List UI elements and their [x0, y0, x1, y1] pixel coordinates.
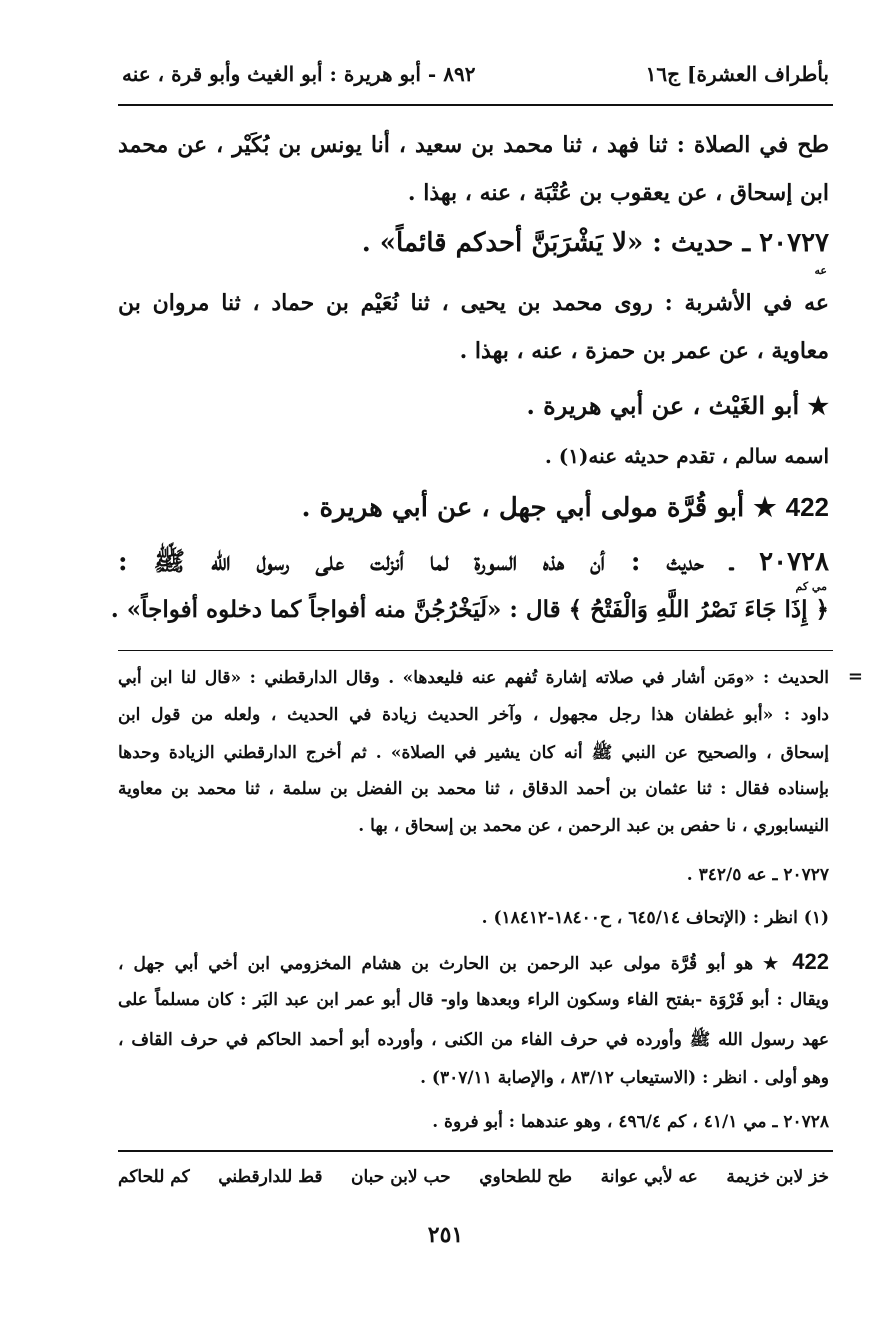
narrator-note-salim: اسمه سالم ، تقدم حديثه عنه(١) .: [544, 444, 829, 468]
footnote-line-2: داود : «أبو غطفان هذا رجل مجهول ، وآخر الحديث زيادة في الحديث ، ولعله من قول ابن: [118, 705, 829, 725]
footnote-line-4: بإسناده فقال : ثنا عثمان بن أحمد الدقاق ، ثنا محمد بن الفضل بن سلمة ، ثنا محمد بن معاوية: [118, 779, 829, 799]
footnote-line-8-text: ★ هو أبو قُرَّة مولى عبد الرحمن بن الحارث بن هشام المخزومي ابن أخي أبي جهل ،: [118, 954, 783, 974]
legend-item-hibban: حب لابن حبان: [350, 1167, 451, 1187]
main-line-1: طح في الصلاة : ثنا فهد ، ثنا محمد بن سعيد ، أنا يونس بن بُكَيْر ، عن محمد: [118, 132, 829, 158]
footnote-line-12: ٢٠٧٢٨ ـ مي ٤١/١ ، كم ٤٩٦/٤ ، وهو عندهما : أبو فروة .: [432, 1112, 829, 1132]
section-title: ٨٩٢ - أبو هريرة : أبو الغيث وأبو قرة ، عنه: [122, 62, 476, 86]
main-line-10: ﴿ إِذَا جَاءَ نَصْرُ اللَّهِ وَالْفَتْحُ ﴾ قال : «لَيَخْرُجُنَّ منه أفواجاً كما دخلوه أفواجاً» .: [110, 596, 829, 623]
legend-item-tahawi: طح للطحاوي: [479, 1167, 573, 1187]
narrator-heading-abu-qurra: [118, 492, 829, 523]
volume-number-422: 422: [785, 492, 829, 522]
legend-item-daraqutni: قط للدارقطني: [218, 1167, 323, 1187]
legend-item-khuzayma: خز لابن خزيمة: [726, 1167, 829, 1187]
continuation-marker: =: [847, 666, 863, 687]
entry-siglum-20727: عه: [814, 264, 827, 277]
narrator-heading-abu-al-ghayth: ★ أبو الغَيْث ، عن أبي هريرة .: [526, 391, 829, 420]
footnote-line-1: الحديث : «ومَن أشار في صلاته إشارة تُفهم عنه فليعدها» . وقال الدارقطني : «قال لنا ابن أبي: [118, 668, 829, 688]
source-abbreviation-legend: [118, 1167, 829, 1187]
main-line-2: ابن إسحاق ، عن يعقوب بن عُتْبَة ، عنه ، بهذا .: [407, 180, 829, 206]
hadith-heading-20727: ٢٠٧٢٧ ـ حديث : «لا يَشْرَبَنَّ أحدكم قائماً» .: [361, 228, 829, 258]
legend-item-hakim: كم للحاكم: [118, 1167, 190, 1187]
footnote-volume-number-422: 422: [792, 949, 829, 974]
footnote-line-8: [118, 949, 829, 975]
footnote-line-9: ويقال : أبو فَرْوَة -بفتح الفاء وسكون الراء وبعدها واو- قال أبو عمر ابن عبد البَر : كان مسلماً على: [118, 990, 829, 1010]
footnote-line-11: وهو أولى . انظر : (الاستيعاب ٨٣/١٢ ، والإصابة ٣٠٧/١١) .: [420, 1068, 829, 1088]
footnote-line-6: ٢٠٧٢٧ ـ عه ٣٤٢/٥ .: [686, 865, 829, 885]
footnote-separator: [118, 650, 833, 651]
footnote-line-3: إسحاق ، والصحيح عن النبي ﷺ أنه كان يشير في الصلاة» . ثم أخرج الدارقطني الزيادة وحدها: [118, 743, 829, 763]
main-line-5: معاوية ، عن عمر بن حمزة ، عنه ، بهذا .: [459, 338, 829, 364]
narrator-heading-abu-qurra-text: ★ أبو قُرَّة مولى أبي جهل ، عن أبي هريرة .: [301, 493, 777, 523]
page-number: ٢٥١: [427, 1222, 464, 1248]
footnote-line-5: النيسابوري ، نا حفص بن عبد الرحمن ، عن محمد بن إسحاق ، بها .: [358, 816, 829, 836]
legend-item-awana: عه لأبي عوانة: [600, 1167, 698, 1187]
running-title: بأطراف العشرة] ج١٦: [645, 62, 829, 86]
header-rule: [118, 104, 833, 106]
main-line-4: عه في الأشربة : روى محمد بن يحيى ، ثنا نُعَيْم بن حماد ، ثنا مروان بن: [118, 290, 829, 316]
entry-siglum-20728: مي كم: [795, 580, 827, 593]
footnote-line-10: عهد رسول الله ﷺ وأورده في حرف الفاء من الكنى ، وأورده أبو أحمد الحاكم في حرف القاف ،: [118, 1030, 829, 1050]
hadith-heading-20728: ٢٠٧٢٨ ـ حديث : أن هذه السورة لما أنزلت على رسول الله ﷺ :: [118, 547, 829, 577]
footnote-line-7: (١) انظر : (الإتحاف ٦٤٥/١٤ ، ح١٨٤٠٠-١٨٤١٢) .: [481, 908, 829, 928]
legend-rule: [118, 1150, 833, 1152]
